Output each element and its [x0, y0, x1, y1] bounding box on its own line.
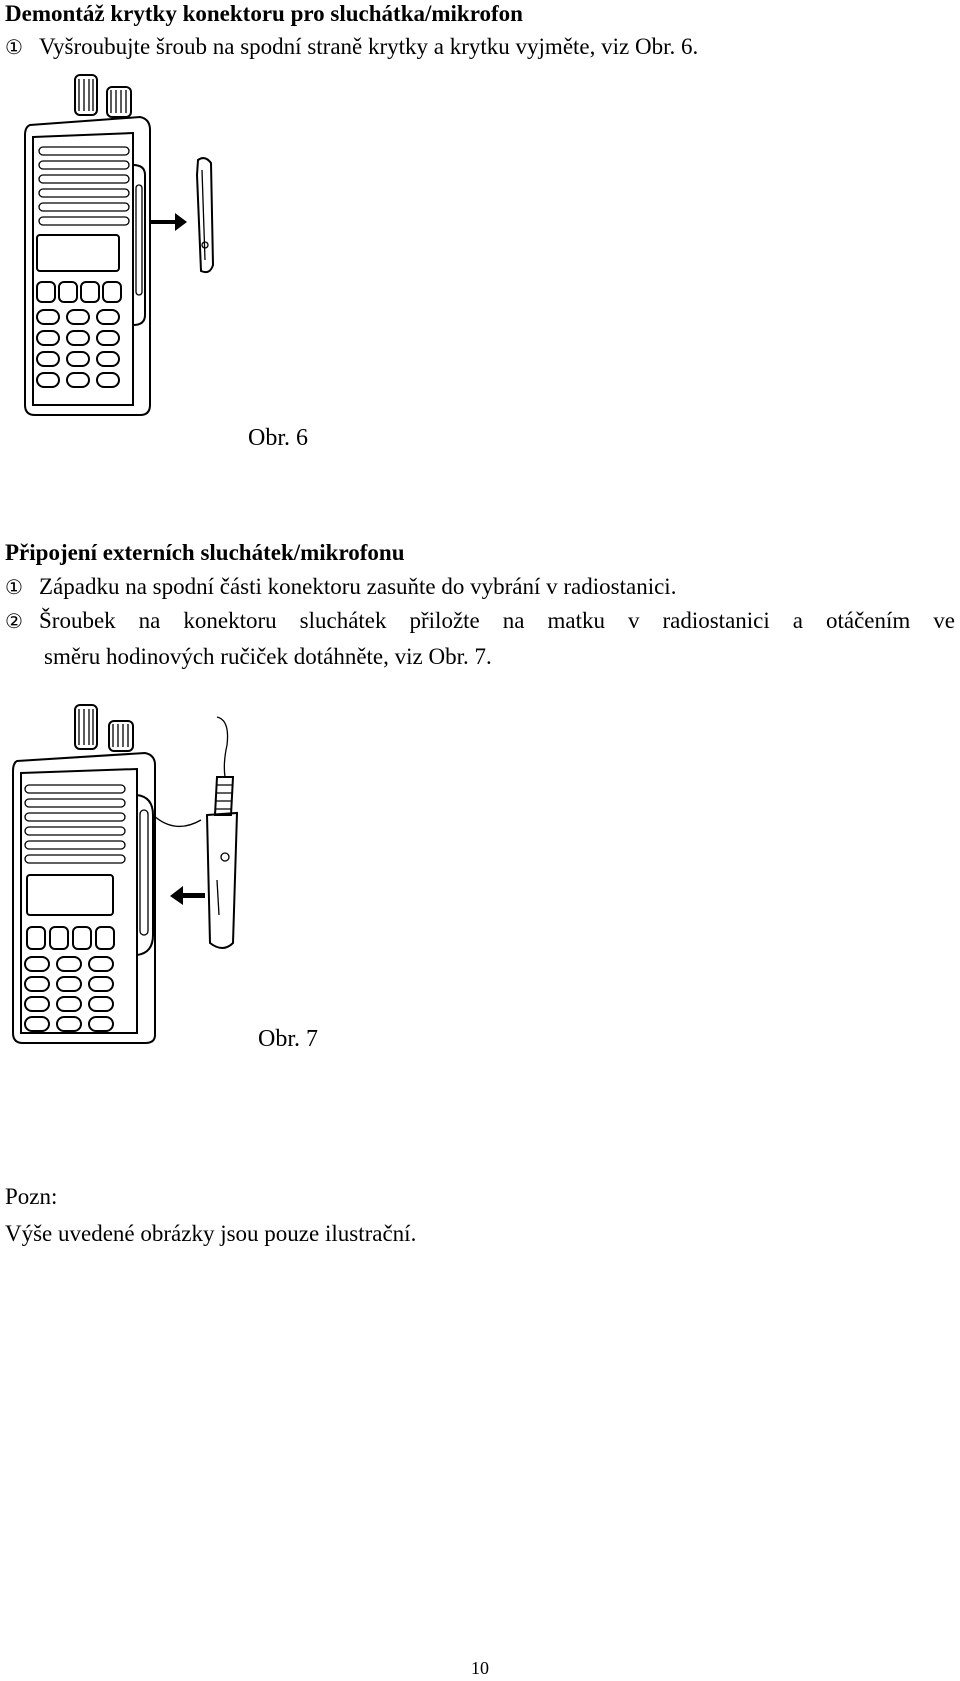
- step-marker: ②: [5, 609, 23, 633]
- page-number: 10: [471, 1658, 489, 1678]
- section-heading-connect-headset: Připojení externích sluchátek/mikrofonu: [5, 540, 405, 565]
- note-label: Pozn:: [5, 1184, 58, 1209]
- section-heading-cover-removal: Demontáž krytky konektoru pro sluchátka/mikrofon: [5, 1, 523, 26]
- step-connect-2-line2: směru hodinových ručiček dotáhněte, viz Obr. 7.: [44, 644, 492, 669]
- step-connect-1: [5, 573, 676, 601]
- step-text: Vyšroubujte šroub na spodní straně krytky a krytku vyjměte, viz Obr. 6.: [39, 34, 699, 59]
- figure-6-illustration: [5, 75, 245, 445]
- step-marker: ①: [5, 575, 23, 599]
- figure-7-caption: Obr. 7: [258, 1026, 318, 1052]
- step-connect-2-line1: [5, 607, 955, 635]
- note-text: Výše uvedené obrázky jsou pouze ilustrační.: [5, 1221, 417, 1246]
- figure-6-caption: Obr. 6: [248, 425, 308, 451]
- step-text: Šroubek na konektoru sluchátek přiložte na matku v radiostanici a otáčením ve: [39, 608, 955, 633]
- step-marker: ①: [5, 35, 23, 59]
- step-cover-removal: [5, 33, 698, 61]
- step-text: Západku na spodní části konektoru zasuňte do vybrání v radiostanici.: [39, 574, 677, 599]
- figure-7-illustration: [5, 705, 255, 1045]
